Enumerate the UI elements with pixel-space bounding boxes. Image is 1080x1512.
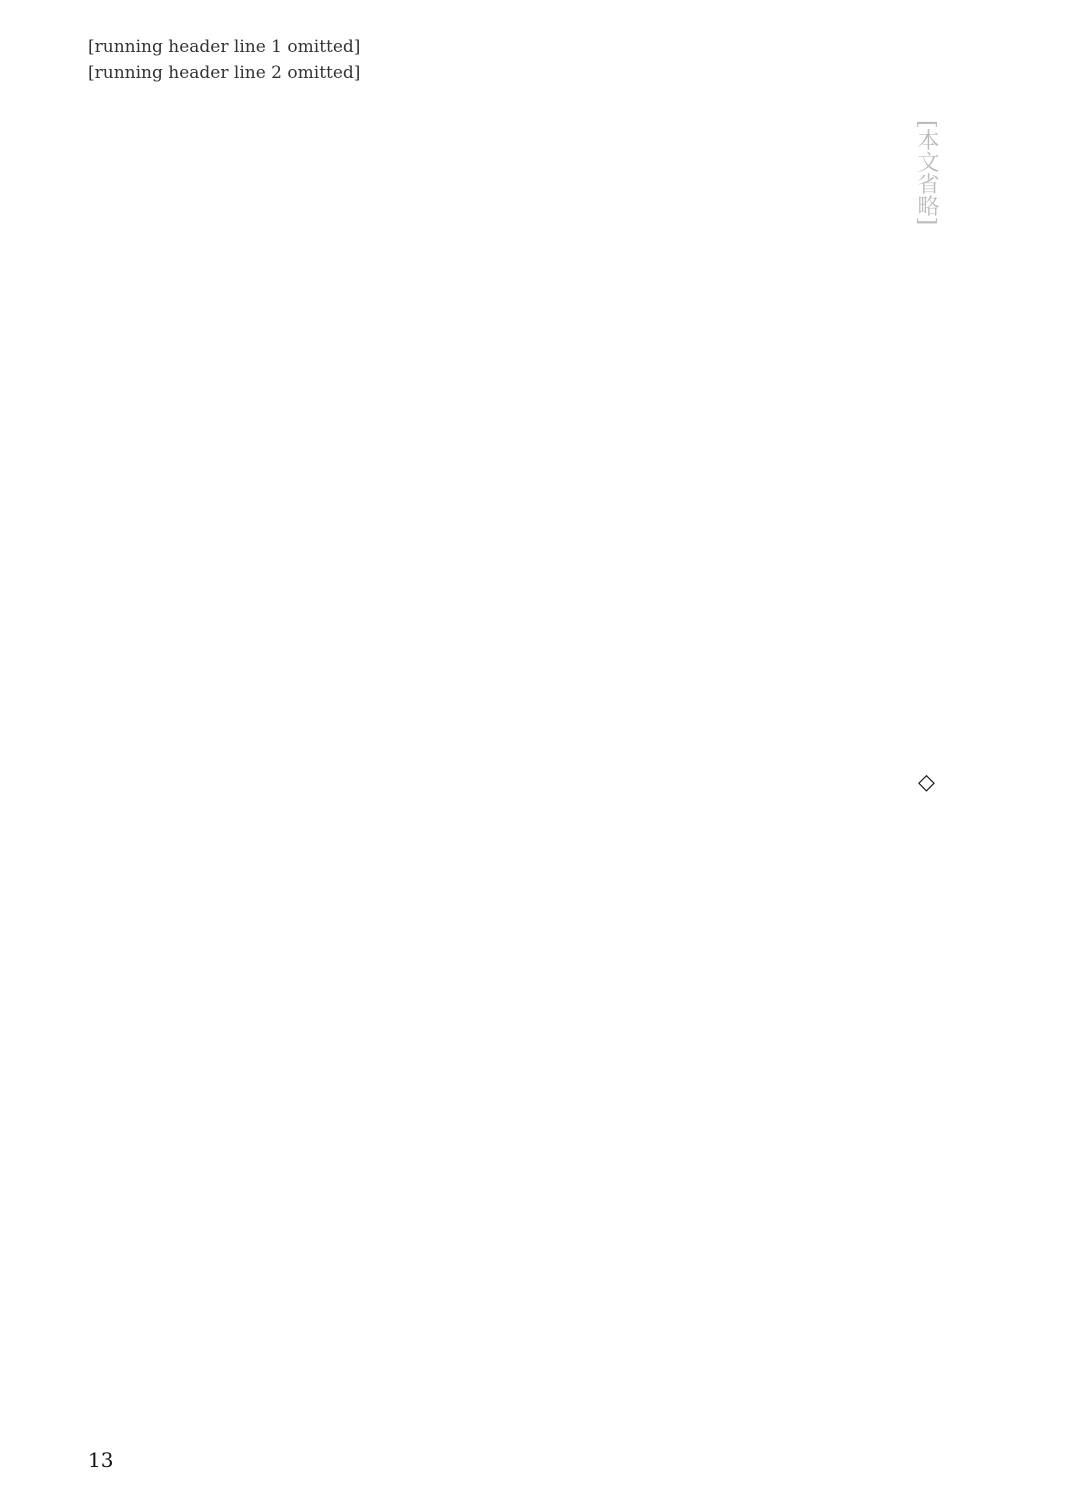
page-number: 13	[88, 1448, 114, 1472]
header-line-1: [running header line 1 omitted]	[88, 37, 361, 57]
upper-text-block	[130, 120, 950, 740]
scene-break: ◇	[914, 770, 939, 795]
lower-text-block	[130, 770, 950, 1410]
header-line-2: [running header line 2 omitted]	[88, 63, 361, 83]
text-placeholder: [本文省略]	[914, 120, 939, 226]
running-header	[88, 34, 360, 86]
